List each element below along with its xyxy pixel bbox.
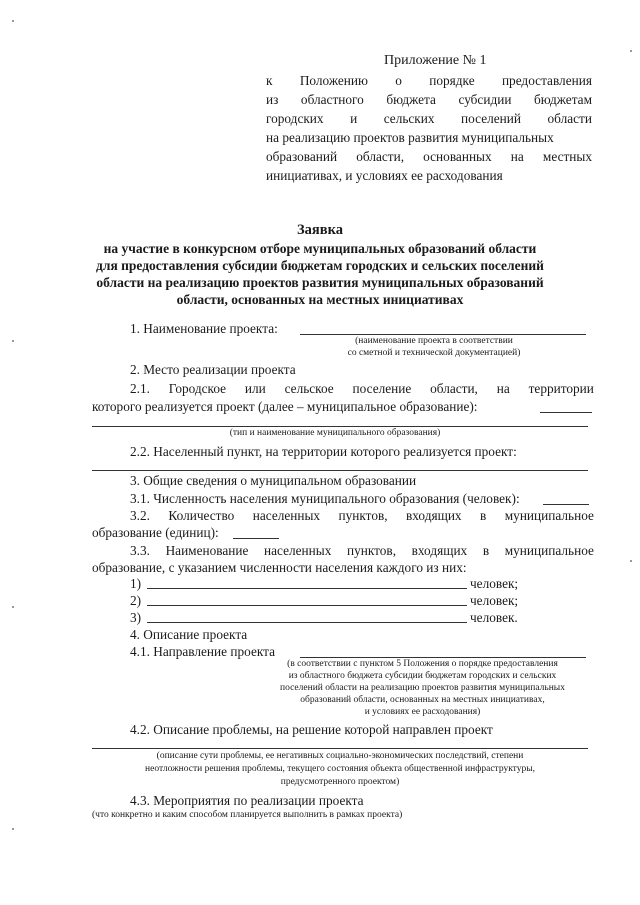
heading-line-3: области на реализацию проектов развития муниципальных образований: [96, 275, 544, 290]
heading-line-2: для предоставления субсидии бюджетам городских и сельских поселений: [96, 258, 544, 273]
list-item-1-number: 1): [130, 576, 142, 591]
section-4-label: 4. Описание проекта: [130, 627, 248, 642]
list-item-2-unit: человек;: [470, 593, 519, 608]
heading-line-4: области, основанных на местных инициативах: [176, 292, 464, 307]
municipality-field-end[interactable]: [540, 412, 592, 413]
municipality-field[interactable]: [92, 426, 588, 427]
list-item-3-field[interactable]: [147, 622, 467, 623]
section-4-1-hint-2: из областного бюджета субсидии бюджетам городских и сельских: [288, 671, 557, 681]
settlement-field[interactable]: [92, 470, 588, 471]
settlement-count-field[interactable]: [233, 538, 279, 539]
section-3-label: 3. Общие сведения о муниципальном образовании: [130, 473, 417, 488]
project-direction-field[interactable]: [300, 657, 586, 658]
document-title: Заявка: [297, 222, 343, 238]
section-2-2-label: 2.2. Населенный пункт, на территории которого реализуется проект:: [130, 444, 517, 459]
list-item-2-field[interactable]: [147, 605, 467, 606]
list-item-1-field[interactable]: [147, 588, 467, 589]
section-2-label: 2. Место реализации проекта: [130, 362, 296, 377]
section-3-2-line-2: образование (единиц):: [92, 525, 219, 540]
appendix-line-2: из областного бюджета субсидии бюджетам: [266, 92, 592, 107]
section-4-2-hint-3: предусмотренного проектом): [280, 777, 400, 787]
section-4-2-hint-1: (описание сути проблемы, ее негативных социально-экономических последствий, степени: [156, 751, 524, 761]
section-3-3-line-2: образование, с указанием численности населения каждого из них:: [92, 560, 467, 575]
section-3-3-line-1: 3.3. Наименование населенных пунктов, входящих в муниципальное: [130, 543, 594, 558]
problem-description-field[interactable]: [92, 748, 588, 749]
section-4-1-hint-5: и условиях ее расходования): [364, 707, 481, 717]
section-3-1-label: 3.1. Численность населения муниципального образования (человек):: [130, 491, 520, 506]
section-4-1-hint-4: образований области, основанных на местных инициативах,: [300, 695, 545, 705]
project-name-field[interactable]: [300, 334, 586, 335]
appendix-line-4: на реализацию проектов развития муниципальных: [266, 130, 554, 145]
appendix-line-1: к Положению о порядке предоставления: [266, 73, 592, 88]
appendix-line-5: образований области, основанных на местных: [266, 149, 592, 164]
section-2-1-line-2: которого реализуется проект (далее – муниципальное образование):: [92, 399, 478, 414]
appendix-line-3: городских и сельских поселений области: [266, 111, 592, 126]
section-4-2-label: 4.2. Описание проблемы, на решение которой направлен проект: [130, 722, 493, 737]
section-4-1-hint-1: (в соответствии с пунктом 5 Положения о порядке предоставления: [287, 659, 558, 669]
section-1-hint-2: со сметной и технической документацией): [347, 348, 521, 358]
list-item-3-number: 3): [130, 610, 142, 625]
section-1-hint-1: (наименование проекта в соответствии: [355, 336, 513, 346]
section-3-2-line-1: 3.2. Количество населенных пунктов, входящих в муниципальное: [130, 508, 594, 523]
section-2-1-hint: (тип и наименование муниципального образования): [229, 428, 441, 438]
section-4-1-label: 4.1. Направление проекта: [130, 644, 275, 659]
section-4-2-hint-2: неотложности решения проблемы, текущего состояния объекта общественной инфраструктуры,: [145, 764, 535, 774]
section-1-label: 1. Наименование проекта:: [130, 321, 278, 336]
section-4-3-label: 4.3. Мероприятия по реализации проекта: [130, 793, 364, 808]
section-4-3-hint: (что конкретно и каким способом планируется выполнить в рамках проекта): [92, 810, 403, 820]
list-item-2-number: 2): [130, 593, 142, 608]
section-2-1-line-1: 2.1. Городское или сельское поселение области, на территории: [130, 381, 594, 396]
section-4-1-hint-3: поселений области на реализацию проектов развития муниципальных: [280, 683, 565, 693]
list-item-3-unit: человек.: [470, 610, 518, 625]
heading-line-1: на участие в конкурсном отборе муниципальных образований области: [103, 241, 537, 256]
appendix-line-6: инициативах, и условиях ее расходования: [266, 168, 503, 183]
appendix-title: Приложение № 1: [384, 53, 487, 68]
population-field[interactable]: [543, 504, 589, 505]
list-item-1-unit: человек;: [470, 576, 519, 591]
